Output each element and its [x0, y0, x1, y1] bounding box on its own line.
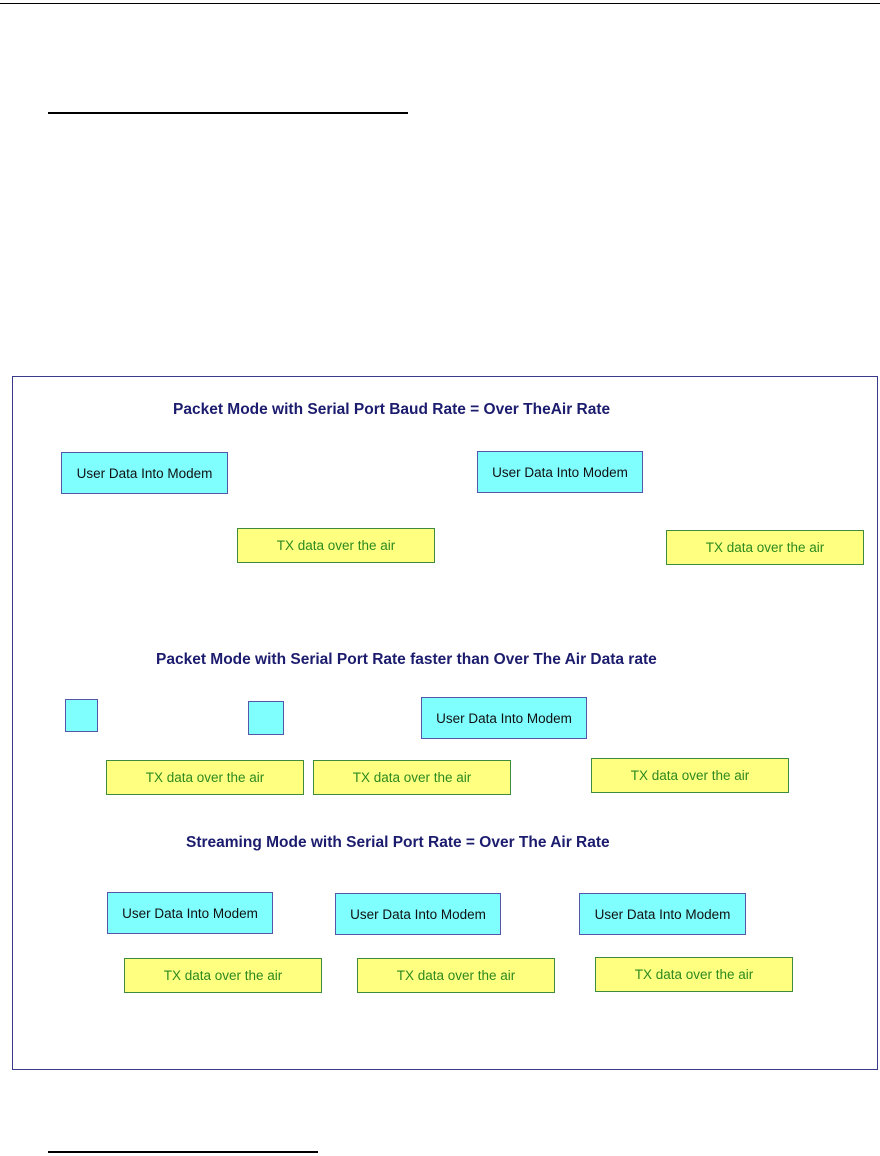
tx-data-box: TX data over the air [595, 957, 793, 992]
tx-data-box: TX data over the air [591, 758, 789, 793]
user-data-box: User Data Into Modem [579, 893, 746, 935]
user-data-box: User Data Into Modem [335, 893, 501, 935]
tx-data-box: TX data over the air [357, 958, 555, 993]
tx-data-box: TX data over the air [666, 530, 864, 565]
tx-data-box: TX data over the air [237, 528, 435, 563]
section-title-packet-faster: Packet Mode with Serial Port Rate faster than Over The Air Data rate [156, 651, 657, 668]
page-top-rule [0, 3, 880, 4]
tx-data-box: TX data over the air [106, 760, 304, 795]
tx-data-box: TX data over the air [124, 958, 322, 993]
user-data-box: User Data Into Modem [421, 697, 587, 739]
user-data-box: User Data Into Modem [61, 452, 228, 494]
heading-underline [48, 112, 408, 114]
section-title-streaming: Streaming Mode with Serial Port Rate = Over The Air Rate [186, 834, 610, 851]
user-data-box: User Data Into Modem [477, 451, 643, 493]
user-data-chunk-box [248, 701, 284, 735]
heading-underline [48, 1151, 318, 1153]
user-data-chunk-box [65, 699, 98, 732]
section-title-packet-equal: Packet Mode with Serial Port Baud Rate = Over TheAir Rate [173, 401, 611, 418]
user-data-box: User Data Into Modem [107, 892, 273, 934]
tx-data-box: TX data over the air [313, 760, 511, 795]
